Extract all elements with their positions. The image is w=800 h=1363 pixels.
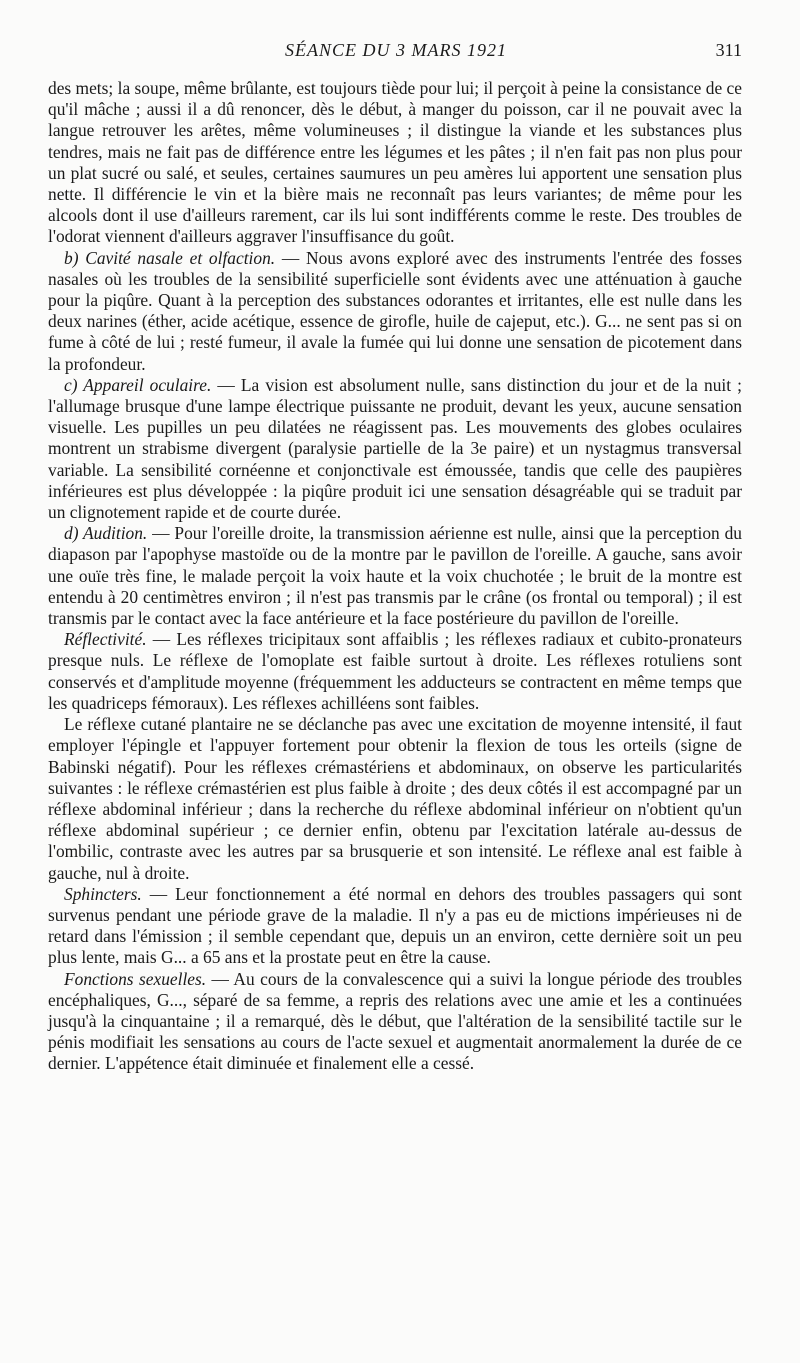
paragraph-reflectivite bbox=[48, 629, 742, 714]
paragraph-gout-continuation bbox=[48, 78, 742, 248]
section-heading: c) Appareil oculaire. bbox=[64, 374, 212, 395]
section-heading: Sphincters. bbox=[64, 883, 142, 904]
paragraph-text: Le réflexe cutané plantaire ne se déclanche pas avec une excitation de moyenne intensité, il faut employer l'épingle et l'appuyer fortement pour obtenir la flexion de tous les orteils (signe de Babinski négatif). Pour les réflexes crémastériens et abdominaux, on observe les particularités suivantes : le réflexe crémastérien est plus faible à droite ; des deux côtés il est accompagné par un réflexe abdominal inférieur ; dans la recherche du réflexe abdominal inférieur on n'obtient qu'un réflexe abdominal supérieur ; ce dernier enfin, obtenu par l'excitation latérale au-dessus de l'ombilic, contraste avec les autres par sa brusquerie et son intensité. Le réflexe anal est faible à gauche, nul à droite. bbox=[48, 714, 742, 883]
paragraph-text: — Leur fonctionnement a été normal en dehors des troubles passagers qui sont survenus pendant une période grave de la maladie. Il n'y a pas eu de mictions impérieuses ni de retard dans l'émission ; il semble cependant que, depuis un an environ, cette dernière soit un peu plus lente, mais G... a 65 ans et la prostate peut en être la cause. bbox=[48, 883, 742, 968]
paragraph-reflexe-plantaire bbox=[48, 714, 742, 884]
paragraph-text: des mets; la soupe, même brûlante, est toujours tiède pour lui; il perçoit à peine la consistance de ce qu'il mâche ; aussi il a dû renoncer, dès le début, à manger du poisson, car il ne pouvait avec la langue retrouver les arêtes, même volumineuses ; il distingue la viande et les substances plus tendres, mais ne fait pas de différence entre les légumes et les pâtes ; il n'en fait pas non plus pour un plat sucré ou salé, et seules, certaines saumures un peu amères lui apportent une sensation plus nette. Il différencie le vin et la bière mais ne reconnaît pas leurs variantes; de même pour les alcools dont il use d'ailleurs rarement, car ils lui sont indifférents comme le reste. Des troubles de l'odorat viennent d'ailleurs aggraver l'insuffisance du goût. bbox=[48, 78, 742, 247]
paragraph-fonctions-sexuelles bbox=[48, 969, 742, 1075]
paragraph-cavite-nasale bbox=[48, 248, 742, 375]
section-heading: Réflectivité. bbox=[64, 629, 147, 650]
paragraph-audition bbox=[48, 523, 742, 629]
section-heading: Fonctions sexuelles. bbox=[64, 968, 207, 989]
paragraph-text: — Au cours de la convalescence qui a suivi la longue période des troubles encéphaliques, G..., séparé de sa femme, a repris des relations avec une amie et les a continuées jusqu'à la cinquantaine ; il a remarqué, dès le début, que l'altération de la sensibilité tactile sur le pénis modifiait les sensations au cours de l'acte sexuel et augmentait anormalement la durée de ce dernier. L'appétence était diminuée et finalement elle a cessé. bbox=[48, 968, 742, 1074]
section-heading: b) Cavité nasale et olfaction. bbox=[64, 247, 276, 268]
paragraph-appareil-oculaire bbox=[48, 375, 742, 523]
paragraph-text: — La vision est absolument nulle, sans distinction du jour et de la nuit ; l'allumage brusque d'une lampe électrique puissante ne produit, devant les yeux, aucune sensation visuelle. Les pupilles un peu dilatées ne réagissent pas. Les mouvements des globes oculaires montrent un strabisme divergent (paralysie partielle de la 3e paire) et un nystagmus transversal variable. La sensibilité cornéenne et conjonctivale est émoussée, tandis que celle des paupières inférieures est plus développée : la piqûre produit ici une sensation désagréable qui se traduit par un clignotement rapide et de courte durée. bbox=[48, 374, 743, 523]
page-header bbox=[50, 40, 742, 70]
paragraph-text: — Pour l'oreille droite, la transmission aérienne est nulle, ainsi que la perception du diapason par l'apophyse mastoïde ou de la montre par le pavillon de l'oreille. A gauche, sans avoir une ouïe très fine, le malade perçoit la voix haute et la voix chuchotée ; le bruit de la montre est entendu à 20 centimètres environ ; il n'est pas transmis par le crâne (os frontal ou temporal) ; il est transmis par le contact avec la face antérieure et la face postérieure du pavillon de l'oreille. bbox=[48, 523, 742, 629]
body-text bbox=[48, 78, 742, 1075]
paragraph-text: — Les réflexes tricipitaux sont affaiblis ; les réflexes radiaux et cubito-pronateurs presque nuls. Le réflexe de l'omoplate est faible surtout à droite. Les réflexes rotuliens sont conservés et d'amplitude moyenne (fréquemment les adducteurs se contractent en même temps que les quadriceps fémoraux). Les réflexes achilléens sont faibles. bbox=[48, 629, 742, 713]
running-title: SÉANCE DU 3 MARS 1921 bbox=[285, 40, 507, 60]
section-heading: d) Audition. bbox=[64, 523, 148, 544]
page-number: 311 bbox=[715, 40, 742, 60]
paragraph-sphincters bbox=[48, 884, 742, 969]
paragraph-text: — Nous avons exploré avec des instruments l'entrée des fosses nasales où les troubles de la sensibilité superficielle sont évidents avec une atténuation à gauche pour la piqûre. Quant à la perception des substances odorantes et irritantes, elle est nulle dans les deux narines (éther, acide acétique, essence de girofle, huile de cajeput, etc.). G... ne sent pas si on fume à côté de lui ; resté fumeur, il avale la fumée qui lui donne une sensation de picotement dans la profondeur. bbox=[48, 247, 742, 374]
